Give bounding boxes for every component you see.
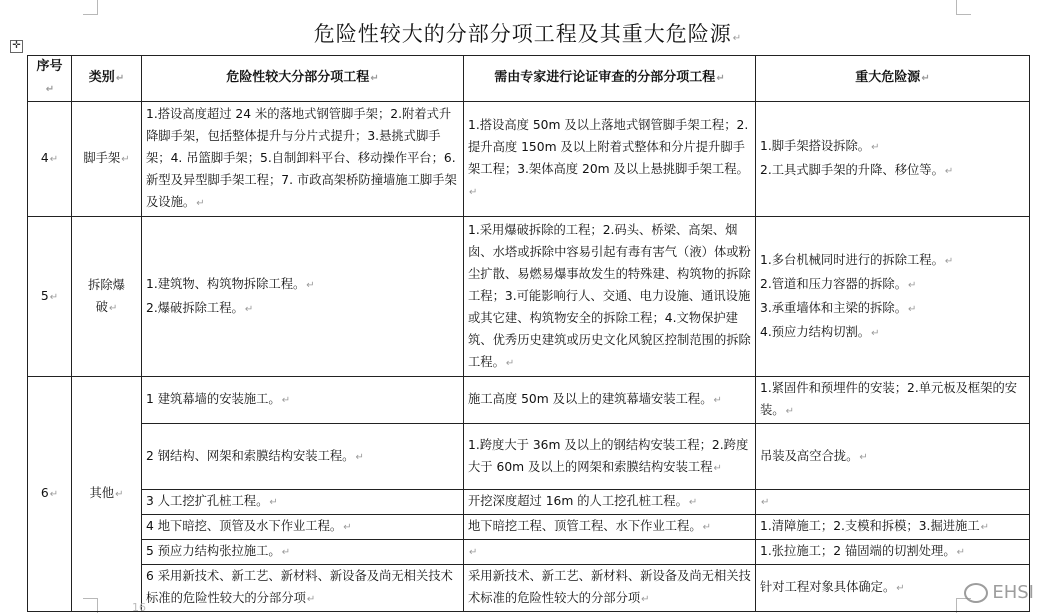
expert-review-cell: 1.搭设高度 50m 及以上落地式钢管脚手架工程；2.提升高度 150m 及以上附着式整体和分片提升脚手架工程；3.架体高度 20m 及以上悬挑脚手架工程。↵ [464,102,756,217]
works-line: 1.建筑物、构筑物拆除工程。↵ [146,276,315,291]
works-cell: 4 地下暗挖、顶管及水下作业工程。↵ [142,515,464,540]
table-row-other-2 [28,424,1030,490]
paragraph-mark: ↵ [908,279,917,291]
header-cell: 危险性较大分部分项工程↵ [142,56,464,102]
hazard-line: 1.脚手架搭设拆除。↵ [760,139,880,153]
expert-review-cell: 开挖深度超过 16m 的人工挖孔桩工程。↵ [464,490,756,515]
works-cell: 1 建筑幕墙的安装施工。↵ [142,377,464,424]
paragraph-mark: ↵ [980,522,990,533]
paragraph-mark: ↵ [45,84,55,95]
table-row-other-1 [28,377,1030,424]
header-cell: 重大危险源↵ [756,56,1030,102]
works-line: 2.爆破拆除工程。↵ [146,300,254,315]
watermark-text: EHSI [992,582,1034,603]
table-row-scaffold [28,102,1030,217]
hazard-line: 2.管道和压力容器的拆除。↵ [760,276,917,291]
hazard-cell [756,490,1030,515]
paragraph-mark: ↵ [716,73,725,84]
hazard-line: 1.多台机械同时进行的拆除工程。↵ [760,252,954,267]
paragraph-mark: ↵ [956,547,966,558]
page-number: 16 [132,601,146,614]
page-corner-mark [956,0,971,15]
paragraph-mark: ↵ [713,395,722,406]
watermark [964,582,1034,603]
hazard-line: 4.预应力结构切割。↵ [760,324,880,339]
paragraph-mark: ↵ [115,73,125,84]
hazard-cell: 1.清障施工；2.支模和拆模；3.掘进施工↵ [756,515,1030,540]
paragraph-mark: ↵ [505,357,515,369]
paragraph-mark: ↵ [871,327,880,339]
hazard-cell: 针对工程对象具体确定。↵ [756,565,1030,612]
works-cell [142,217,464,377]
paragraph-mark: ↵ [49,154,59,165]
paragraph-mark: ↵ [785,406,794,417]
paragraph-mark: ↵ [281,547,291,558]
table-row-other-4 [28,515,1030,540]
hazard-cell [756,102,1030,217]
expert-review-cell [464,540,756,565]
table-row-other-5 [28,540,1030,565]
header-cell: 类别↵ [72,56,142,102]
paragraph-mark: ↵ [944,166,954,177]
works-cell: 1.搭设高度超过 24 米的落地式钢管脚手架；2.附着式升降脚手架，包括整体提升与分片式提升；3.悬挑式脚手架；4. 吊篮脚手架；5.自制卸料平台、移动操作平台；6.新型及异型脚手架工程；7. 市政高架桥防撞墙施工脚手架及设施。↵ [142,102,464,217]
category-cell: 脚手架↵ [72,102,142,217]
paragraph-mark: ↵ [306,594,316,605]
paragraph-mark: ↵ [871,142,880,153]
table-row-other-6 [28,565,1030,612]
paragraph-mark: ↵ [944,255,954,267]
paragraph-mark: ↵ [896,583,905,594]
expert-review-cell: 采用新技术、新工艺、新材料、新设备及尚无相关技术标准的危险性较大的分部分项↵ [464,565,756,612]
category-cell: 其他↵ [72,377,142,612]
table-header-row [28,56,1030,102]
paragraph-mark: ↵ [732,33,743,44]
works-cell: 6 采用新技术、新工艺、新材料、新设备及尚无相关技术标准的危险性较大的分部分项↵ [142,565,464,612]
category-cell: 拆除爆破↵ [72,217,142,377]
row-number-cell: 4↵ [28,102,72,217]
works-cell: 3 人工挖扩孔桩工程。↵ [142,490,464,515]
paragraph-mark: ↵ [761,497,770,508]
expert-review-cell: 1.跨度大于 36m 及以上的钢结构安装工程；2.跨度大于 60m 及以上的网架和索膜结构安装工程↵ [464,424,756,490]
paragraph-mark: ↵ [281,395,291,406]
title-text: 危险性较大的分部分项工程及其重大危险源 [313,22,732,46]
works-cell: 2 钢结构、网架和索膜结构安装工程。↵ [142,424,464,490]
table-move-handle-icon[interactable]: ✛ [10,40,23,53]
hazard-line: 2.工具式脚手架的升降、移位等。↵ [760,163,954,177]
paragraph-mark: ↵ [702,522,712,533]
document-title [0,18,1056,48]
paragraph-mark: ↵ [121,154,130,165]
paragraph-mark: ↵ [921,73,930,84]
row-number-cell: 5↵ [28,217,72,377]
paragraph-mark: ↵ [269,497,278,508]
paragraph-mark: ↵ [908,303,917,315]
wechat-icon [964,583,988,603]
paragraph-mark: ↵ [370,73,379,84]
paragraph-mark: ↵ [713,462,722,474]
header-cell: 序号↵ [28,56,72,102]
paragraph-mark: ↵ [469,547,478,558]
page-corner-mark [83,0,98,15]
paragraph-mark: ↵ [49,291,59,303]
table-row-other-3 [28,490,1030,515]
paragraph-mark: ↵ [115,489,124,500]
hazard-cell: 吊装及高空合拢。↵ [756,424,1030,490]
paragraph-mark: ↵ [355,451,364,463]
paragraph-mark: ↵ [859,451,868,463]
expert-review-cell: 地下暗挖工程、顶管工程、水下作业工程。↵ [464,515,756,540]
header-cell: 需由专家进行论证审查的分部分项工程↵ [464,56,756,102]
paragraph-mark: ↵ [108,302,118,314]
hazard-line: 3.承重墙体和主梁的拆除。↵ [760,300,917,315]
paragraph-mark: ↵ [306,279,315,291]
works-cell: 5 预应力结构张拉施工。↵ [142,540,464,565]
row-number-cell: 6↵ [28,377,72,612]
expert-review-cell: 施工高度 50m 及以上的建筑幕墙安装工程。↵ [464,377,756,424]
paragraph-mark: ↵ [49,489,59,500]
paragraph-mark: ↵ [688,497,698,508]
hazard-table [27,55,1030,612]
paragraph-mark: ↵ [641,594,650,605]
hazard-cell [756,217,1030,377]
hazard-cell: 1.张拉施工；2 锚固端的切割处理。↵ [756,540,1030,565]
expert-review-cell: 1.采用爆破拆除的工程；2.码头、桥梁、高架、烟囱、水塔或拆除中容易引起有毒有害气（液）体或粉尘扩散、易燃易爆事故发生的特殊建、构筑物的拆除工程；3.可能影响行人、交通、电力设施、通讯设施或其它建、构筑物安全的拆除工程；4.文物保护建筑、优秀历史建筑或历史文化风貌区控制范围的拆除工程。↵ [464,217,756,377]
paragraph-mark: ↵ [343,522,352,533]
paragraph-mark: ↵ [196,198,205,209]
paragraph-mark: ↵ [244,303,254,315]
hazard-cell: 1.紧固件和预埋件的安装；2.单元板及框架的安装。↵ [756,377,1030,424]
table-row-demolition [28,217,1030,377]
paragraph-mark: ↵ [469,187,478,198]
